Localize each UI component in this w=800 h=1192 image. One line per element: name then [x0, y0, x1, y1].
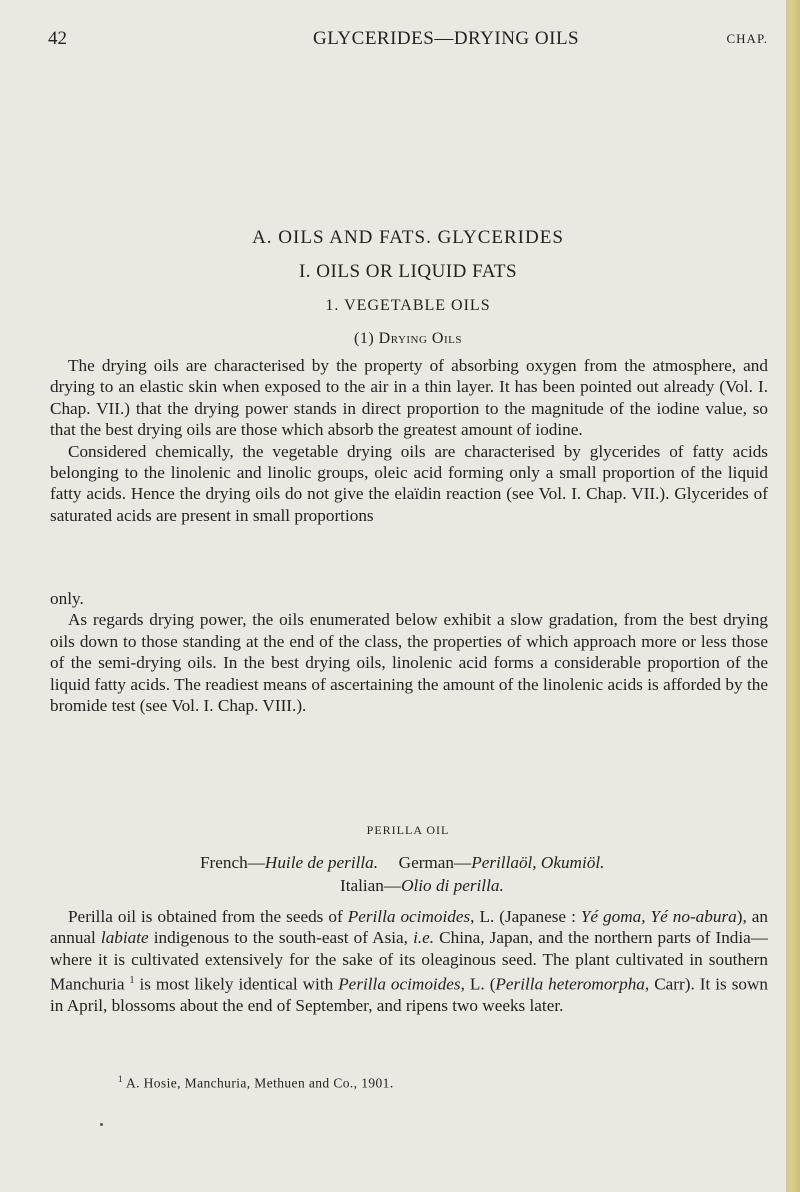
page-number: 42	[48, 28, 67, 49]
gradation-block	[50, 588, 768, 716]
footnote-text: A. Hosie, Manchuria, Methuen and Co., 1901.	[125, 1075, 394, 1091]
french-name: Huile de perilla.	[264, 853, 379, 872]
german-name: Perillaöl, Okumiöl.	[471, 853, 605, 872]
chemical-paragraph-end: only.	[50, 589, 84, 608]
subsubsection-heading: (1) Drying Oils	[354, 330, 462, 347]
japanese-names: Yé goma, Yé no-abura	[580, 907, 737, 926]
ie-abbrev: i.e.	[413, 928, 435, 948]
running-title: GLYCERIDES—DRYING OILS	[313, 28, 580, 49]
intro-block	[50, 355, 768, 526]
chemical-paragraph: Considered chemically, the vegetable drying oils are characterised by glycerides of fatty acids belonging to the linolenic and linolic groups, oleic acid forming only a small proportion of the liquid fatty acids. Hence the drying oils do not give the elaïdin reaction (see Vol. I. Chap. VII.). Glycerides of saturated acids are present in small proportions	[50, 441, 768, 525]
species-name: Perilla ocimoides	[347, 907, 471, 926]
perilla-oil-heading: PERILLA OIL	[366, 823, 450, 837]
binding-edge	[786, 0, 800, 1192]
perilla-text: , L. (	[460, 974, 496, 994]
subsection-heading: 1. VEGETABLE OILS	[325, 297, 491, 314]
italian-label: Italian—	[340, 876, 402, 895]
perilla-text: China, Japan, and the northern parts of India—where it is cultivated extensively for the sake of its oleaginous seed. The plant cultivated in southern Manchuria	[50, 928, 768, 994]
perilla-paragraph	[50, 906, 768, 1017]
footnote-reference: 1	[129, 975, 135, 987]
intro-paragraph: The drying oils are characterised by the property of absorbing oxygen from the atmosphere, and drying to an elastic skin when exposed to the air in a thin layer. It has been pointed out already (Vol. I. Chap. VII.) that the drying power stands in direct proportion to the magnitude of the iodine value, so that the best drying oils are those which absorb the greatest amount of iodine.	[50, 356, 768, 440]
perilla-text: is most likely identical with	[134, 974, 339, 994]
synonyms-line-1	[200, 853, 604, 873]
labiate-term: labiate	[100, 928, 149, 948]
perilla-text: indigenous to the south-east of Asia,	[148, 928, 414, 948]
perilla-text: , Carr). It is sown in April, blossoms about the end of September, and ripens two weeks later.	[50, 974, 768, 1016]
running-head	[48, 28, 768, 52]
perilla-text: , L. (Japanese :	[470, 907, 581, 926]
ink-speck	[100, 1123, 103, 1126]
german-label: German—	[398, 853, 472, 872]
perilla-text: ), an annual	[50, 907, 768, 948]
section-heading: A. OILS AND FATS. GLYCERIDES	[252, 227, 564, 248]
perilla-text: Perilla oil is obtained from the seeds of	[68, 907, 348, 926]
french-label: French—	[200, 853, 265, 872]
species-name: Perilla heteromorpha	[495, 974, 645, 994]
part-heading: I. OILS OR LIQUID FATS	[298, 261, 518, 282]
gradation-paragraph: As regards drying power, the oils enumerated below exhibit a slow gradation, from the best drying oils down to those standing at the end of the class, the properties of which approach more or less those of the semi-drying oils. In the best drying oils, linolenic acid forms a considerable proportion of the liquid fatty acids. The readiest means of ascertaining the amount of the linolenic acids is afforded by the bromide test (see Vol. I. Chap. VIII.).	[50, 610, 768, 716]
synonyms-line-2	[340, 876, 504, 896]
chapter-label: CHAP.	[726, 31, 768, 46]
species-name: Perilla ocimoides	[338, 974, 461, 994]
footnote-mark: 1	[118, 1074, 123, 1084]
italian-name: Olio di perilla.	[401, 876, 504, 895]
footnote	[118, 1074, 394, 1092]
